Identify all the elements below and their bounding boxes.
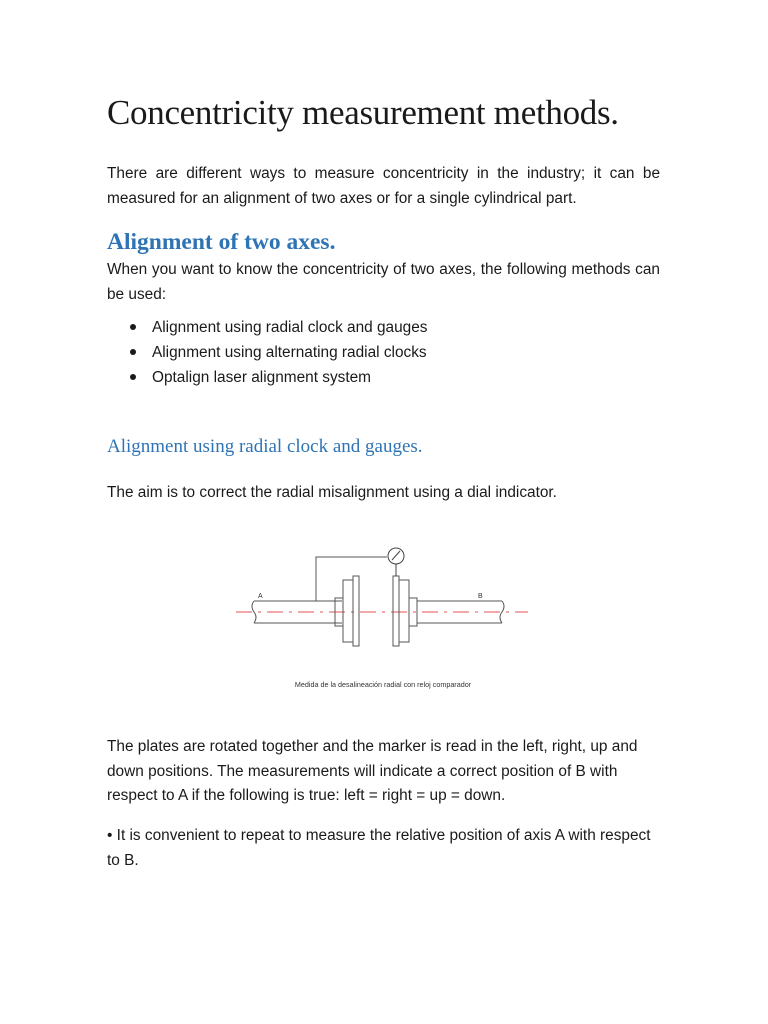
list-item (107, 365, 428, 390)
bullet-icon (130, 349, 136, 355)
list-item-label: Alignment using alternating radial clocks (152, 344, 427, 361)
list-item-label: Optalign laser alignment system (152, 369, 371, 386)
page-title: Concentricity measurement methods. (107, 93, 619, 132)
list-item-label: Alignment using radial clock and gauges (152, 319, 428, 336)
methods-list (107, 315, 428, 390)
intro-paragraph: There are different ways to measure concentricity in the industry; it can be measured for an alignment of two axes or for a single cylindrical part. (107, 165, 660, 207)
note-paragraph: • It is convenient to repeat to measure the relative position of axis A with respect to B. (107, 827, 651, 869)
label-b: B (478, 593, 483, 600)
list-item (107, 315, 428, 340)
figure-caption: Medida de la desalineación radial con reloj comparador (294, 680, 472, 689)
list-item (107, 340, 428, 365)
plates-paragraph: The plates are rotated together and the marker is read in the left, right, up and down positions. The measurements will indicate a correct position of B with respect to A if the following is true: left = right = up = down. (107, 738, 638, 804)
section-heading-radial-clock: Alignment using radial clock and gauges. (107, 436, 423, 457)
aim-paragraph: The aim is to correct the radial misalignment using a dial indicator. (107, 484, 557, 501)
bullet-icon (130, 374, 136, 380)
two-axes-paragraph: When you want to know the concentricity of two axes, the following methods can be used: (107, 261, 660, 303)
label-a: A (258, 593, 263, 600)
bullet-icon (130, 324, 136, 330)
alignment-diagram-svg (232, 532, 534, 698)
alignment-diagram (232, 532, 534, 698)
section-heading-two-axes: Alignment of two axes. (107, 229, 336, 255)
